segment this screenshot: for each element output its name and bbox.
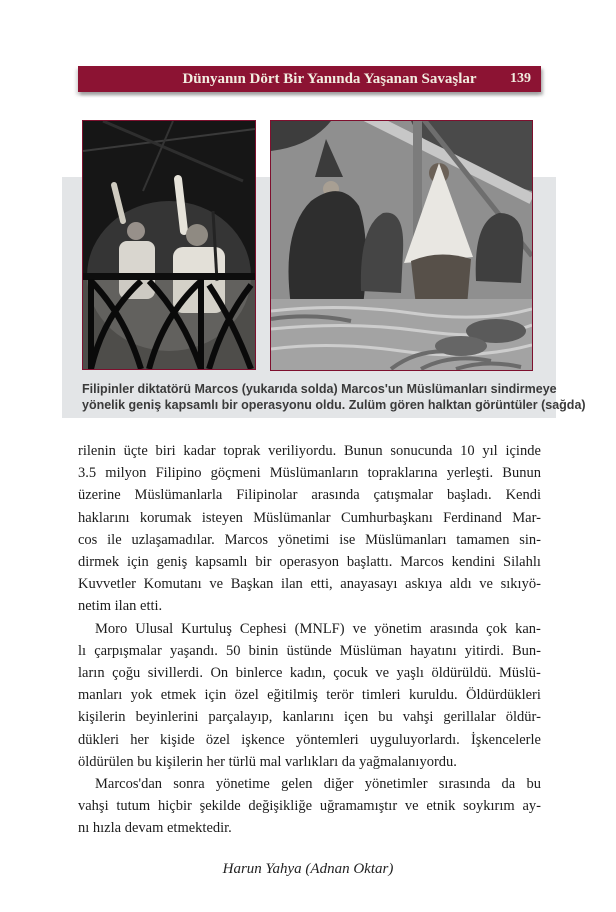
oppressed-villagers-photo bbox=[270, 120, 533, 371]
body-text-line: rilenin üçte biri kadar toprak veriliyordu. Bunun sonucunda 10 yıl içinde bbox=[78, 443, 541, 459]
body-text-line: haklarını korumak isteyen Müslümanlar Cumhurbaşkanı Ferdinand Mar- bbox=[78, 509, 541, 526]
chapter-title: Dünyanın Dört Bir Yanında Yaşanan Savaşlar bbox=[182, 71, 477, 87]
marcos-balcony-photo bbox=[82, 120, 256, 370]
caption-line: Filipinler diktatörü Marcos (yukarıda solda) Marcos'un Müslümanları sindirmeye bbox=[82, 382, 557, 396]
body-text-line: ların çoğu sivillerdi. On binlerce kadın, çocuk ve yaşlı öldürüldü. Müslü- bbox=[78, 665, 541, 682]
body-text-line: dükleri her kişide özel işkence yöntemleri uyguluyorlardı. İşkencelerle bbox=[78, 731, 541, 748]
body-text bbox=[78, 440, 541, 840]
body-text-line: öldürülen bu kişilerin her türlü mal varlıkları da yağmalanıyordu. bbox=[78, 753, 457, 770]
oppressed-villagers-illustration bbox=[271, 121, 532, 370]
body-text-line: Moro Ulusal Kurtuluş Cephesi (MNLF) ve yönetim arasında çok kan- bbox=[95, 620, 541, 637]
body-text-line: Marcos'dan sonra yönetime gelen diğer yönetimler sırasında da bu bbox=[95, 776, 541, 793]
body-text-line: lı çarpışmalar yaşandı. 50 binin üstünde Müslüman hayatını yitirdi. Bun- bbox=[78, 642, 541, 659]
body-text-line: 3.5 milyon Filipino göçmeni Müslümanların topraklarına yerleşti. Bunun bbox=[78, 465, 541, 482]
marcos-balcony-illustration bbox=[83, 121, 255, 369]
page-number: 139 bbox=[510, 71, 531, 86]
body-text-line: nı hızla devam etmektedir. bbox=[78, 820, 232, 837]
body-text-line: dirmek için geniş kapsamlı bir operasyon başlattı. Marcos kendini Silahlı bbox=[78, 554, 541, 571]
body-text-line: netim ilan etti. bbox=[78, 598, 163, 615]
body-text-line: Kuvvetler Komutanı ve Başkan ilan etti, anayasayı askıya aldı ve sıkıyö- bbox=[78, 576, 541, 593]
photo-caption bbox=[82, 381, 586, 413]
body-text-line: vahşi tutum hiçbir şekilde değişikliğe uğramamıştır ve etnik soykırım ay- bbox=[78, 798, 541, 815]
caption-line: yönelik geniş kapsamlı bir operasyonu oldu. Zulüm gören halktan görüntüler (sağda) bbox=[82, 398, 586, 412]
body-text-line: kişilerin beyinlerini parçalayıp, kanlarını içen bu vahşi gerillalar öldür- bbox=[78, 709, 541, 726]
header-bar bbox=[78, 66, 541, 92]
body-text-line: cos ile uzlaşamadılar. Marcos yönetimi ise Müslümanları tamamen sin- bbox=[78, 531, 541, 548]
body-text-line: üzerine Müslümanlarla Filipinolar arasında çatışmalar başladı. Kendi bbox=[78, 487, 541, 504]
footer-author: Harun Yahya (Adnan Oktar) bbox=[222, 861, 394, 877]
body-text-line: manları yok etmek için özel eğitilmiş terör timleri kuruldu. Öldürdükleri bbox=[78, 687, 541, 704]
